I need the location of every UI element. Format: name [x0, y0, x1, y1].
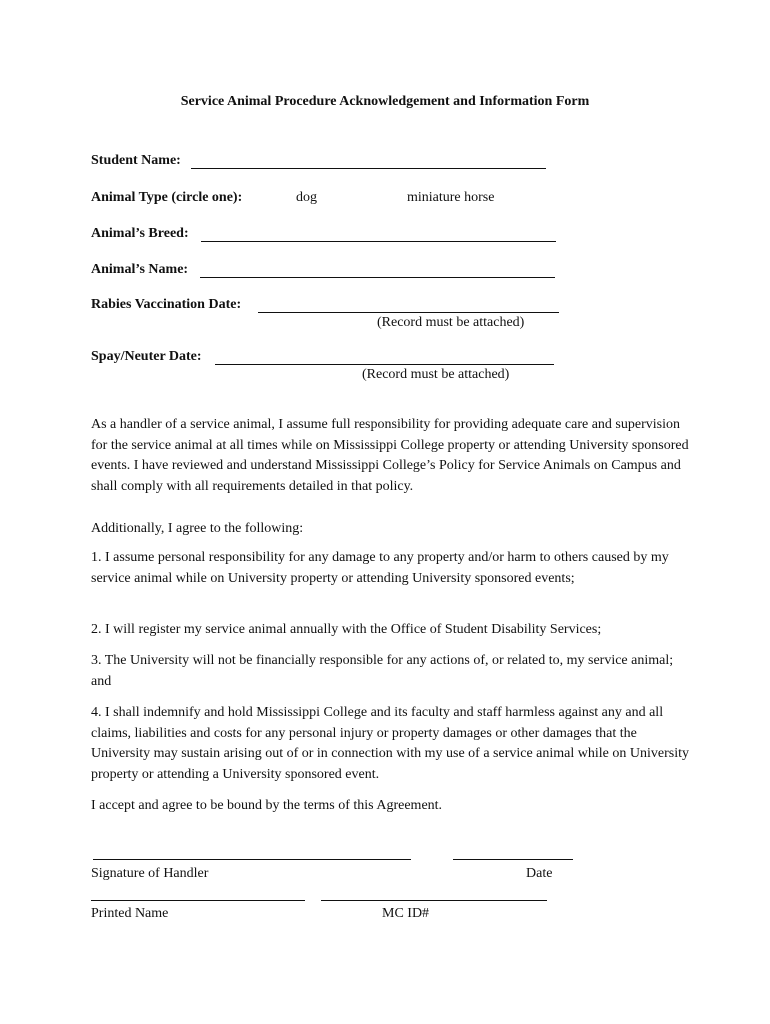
list-item: 4. I shall indemnify and hold Mississippi College and its faculty and staff harmless against any and all claims, liabilities and costs for any personal injury or property damages or other damages that the University may sustain arising out of or in connection with my use of a service animal while on University property or attending a University sponsored event. — [91, 705, 689, 782]
mc-id-line[interactable] — [321, 900, 547, 901]
spay-record-note: (Record must be attached) — [362, 367, 510, 382]
additionally-text: Additionally, I agree to the following: — [91, 521, 304, 536]
spay-neuter-field[interactable] — [215, 364, 554, 365]
breed-label: Animal’s Breed: — [91, 226, 189, 241]
date-label: Date — [526, 866, 553, 881]
printed-name-line[interactable] — [91, 900, 305, 901]
rabies-date-field[interactable] — [258, 312, 559, 313]
animal-type-label: Animal Type (circle one): — [91, 190, 243, 205]
list-item: 3. The University will not be financially responsible for any actions of, or related to, my service animal; and — [91, 653, 674, 689]
mc-id-label: MC ID# — [382, 906, 430, 921]
form-title: Service Animal Procedure Acknowledgement and Information Form — [180, 94, 590, 109]
accept-text: I accept and agree to be bound by the terms of this Agreement. — [91, 798, 443, 813]
date-line[interactable] — [453, 859, 573, 860]
signature-label: Signature of Handler — [91, 866, 209, 881]
student-name-label: Student Name: — [91, 153, 181, 168]
printed-name-label: Printed Name — [91, 906, 169, 921]
animal-name-label: Animal’s Name: — [91, 262, 189, 277]
animal-name-field[interactable] — [200, 277, 555, 278]
breed-field[interactable] — [201, 241, 556, 242]
intro-paragraph: As a handler of a service animal, I assume full responsibility for providing adequate care and supervision for the service animal at all times while on Mississippi College property or attending University sponsored events. I have reviewed and understand Mississippi College’s Policy for Service Animals on Campus and shall comply with all requirements detailed in that policy. — [91, 417, 689, 494]
spay-neuter-label: Spay/Neuter Date: — [91, 349, 202, 364]
list-item: 1. I assume personal responsibility for any damage to any property and/or harm to others caused by my service animal while on University property or attending University sponsored events; — [91, 550, 669, 586]
list-item: 2. I will register my service animal annually with the Office of Student Disability Services; — [91, 622, 602, 637]
signature-line[interactable] — [93, 859, 411, 860]
option-miniature-horse[interactable]: miniature horse — [407, 190, 495, 205]
rabies-date-label: Rabies Vaccination Date: — [91, 297, 242, 312]
student-name-field[interactable] — [191, 168, 546, 169]
option-dog[interactable]: dog — [296, 190, 317, 205]
rabies-record-note: (Record must be attached) — [377, 315, 525, 330]
